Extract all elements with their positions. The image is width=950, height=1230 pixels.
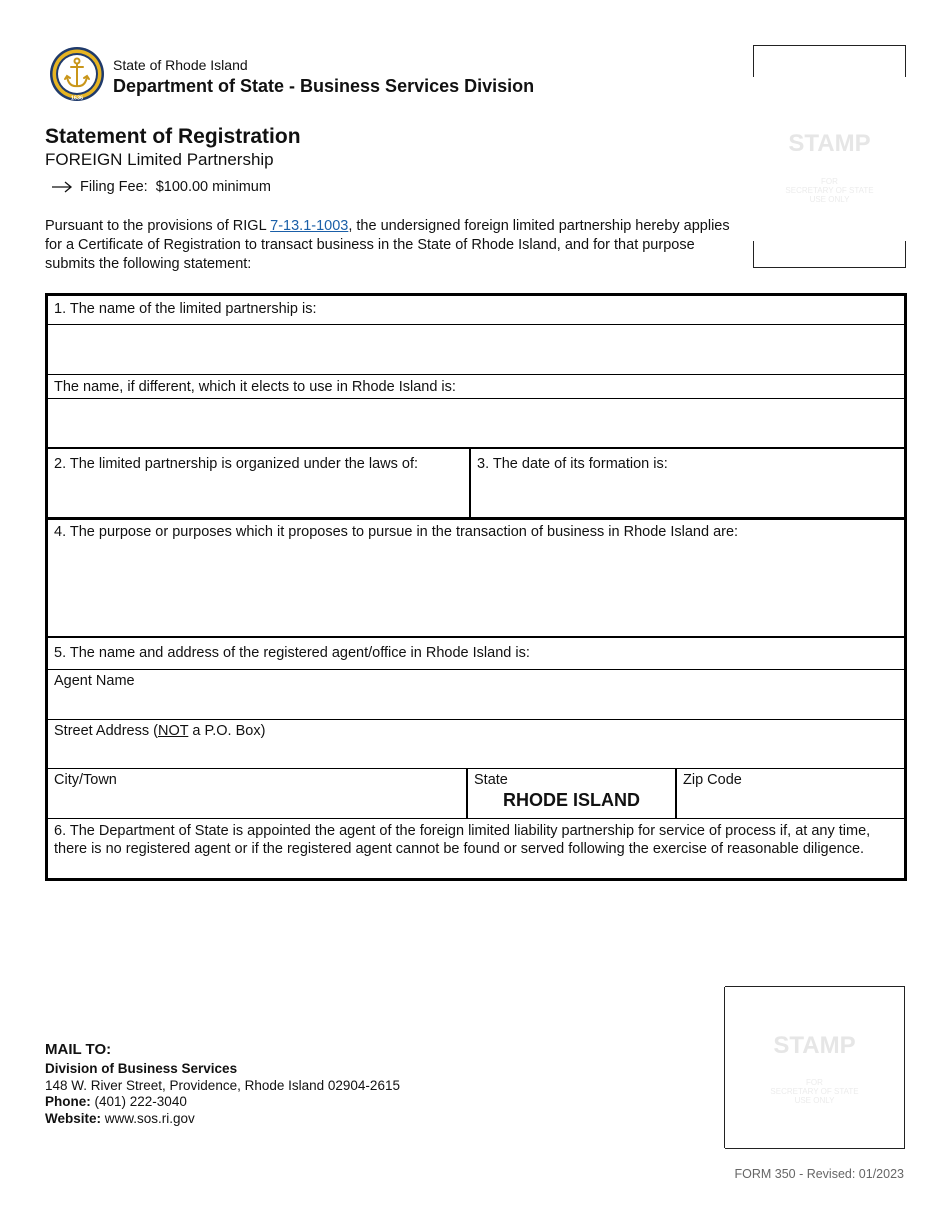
stamp-note-line: SECRETARY OF STATE	[785, 186, 874, 195]
stamp-label: STAMP	[773, 1032, 856, 1059]
question-6-text: 6. The Department of State is appointed the agent of the foreign limited liability partnership for service of process if, at any time, there is no registered agent or if the registered agent cannot be found or served following the exercise of reasonable diligence.	[54, 823, 871, 857]
mail-address: 148 W. River Street, Providence, Rhode Island 02904-2615	[45, 1078, 400, 1093]
question-2-label: 2. The limited partnership is organized under the laws of:	[54, 456, 419, 472]
agent-name-field[interactable]	[48, 670, 904, 720]
stamp-label: STAMP	[788, 130, 871, 157]
zip-label: Zip Code	[683, 772, 742, 788]
rigl-link[interactable]: 7-13.1-1003	[270, 218, 349, 234]
city-field[interactable]	[48, 769, 466, 818]
intro-text: , the undersigned foreign limited partnership hereby applies for a Certificate of Registration to transact business in the State of Rhode Island, and for that purpose submits the following statement:	[45, 218, 730, 272]
intro-paragraph	[45, 217, 745, 274]
question-1-label: 1. The name of the limited partnership is:	[54, 301, 317, 317]
stamp-note-line: USE ONLY	[809, 195, 850, 204]
zip-field[interactable]	[675, 769, 904, 818]
organized-laws-field[interactable]	[48, 449, 469, 517]
stamp-note-line: SECRETARY OF STATE	[770, 1087, 859, 1096]
filing-fee-label: Filing Fee:	[80, 179, 148, 195]
stamp-box-top	[753, 45, 906, 268]
state-value: RHODE ISLAND	[502, 790, 640, 810]
state-field	[466, 769, 675, 818]
filing-fee	[50, 179, 271, 195]
formation-date-field[interactable]	[469, 449, 904, 517]
seal-year: 1636	[70, 95, 84, 102]
alt-name-field[interactable]	[48, 399, 904, 449]
stamp-note-line: FOR	[821, 177, 838, 186]
registration-form	[45, 293, 907, 881]
question-1-label-row	[48, 296, 904, 325]
state-label: State	[474, 772, 508, 788]
page-subtitle: FOREIGN Limited Partnership	[45, 150, 274, 169]
website-link[interactable]: www.sos.ri.gov	[104, 1111, 195, 1126]
agent-name-label: Agent Name	[54, 673, 135, 689]
page-title: Statement of Registration	[45, 125, 301, 148]
street-address-label: Street Address (NOT a P.O. Box)	[54, 723, 266, 739]
filing-fee-amount: $100.00 minimum	[155, 179, 271, 195]
street-address-field[interactable]	[48, 720, 904, 769]
question-6-row	[48, 819, 904, 878]
question-5-label: 5. The name and address of the registered agent/office in Rhode Island is:	[54, 645, 530, 661]
question-5-label-row	[48, 638, 904, 670]
mail-to-heading: MAIL TO:	[45, 1041, 112, 1058]
city-label: City/Town	[54, 772, 117, 788]
mail-website: Website: www.sos.ri.gov	[45, 1111, 195, 1126]
mail-phone: Phone: (401) 222-3040	[45, 1094, 187, 1109]
stamp-note-line: USE ONLY	[794, 1096, 835, 1105]
partnership-name-field[interactable]	[48, 325, 904, 375]
form-number: FORM 350 - Revised: 01/2023	[734, 1167, 904, 1181]
stamp-box-bottom	[725, 986, 905, 1149]
mail-division: Division of Business Services	[45, 1061, 238, 1076]
question-3-label: 3. The date of its formation is:	[477, 456, 668, 472]
state-name: State of Rhode Island	[113, 57, 248, 73]
not-emphasis: NOT	[157, 723, 189, 739]
arrow-right-icon	[50, 180, 74, 194]
purpose-field[interactable]	[48, 520, 904, 638]
alt-name-label-row	[48, 375, 904, 399]
alt-name-label: The name, if different, which it elects to use in Rhode Island is:	[54, 379, 456, 395]
intro-text: Pursuant to the provisions of RIGL	[45, 218, 271, 234]
department-name: Department of State - Business Services Division	[113, 76, 535, 96]
question-4-label: 4. The purpose or purposes which it proposes to pursue in the transaction of business in Rhode Island are:	[54, 524, 739, 540]
state-seal-logo	[49, 46, 105, 102]
stamp-note-line: FOR	[806, 1078, 823, 1087]
